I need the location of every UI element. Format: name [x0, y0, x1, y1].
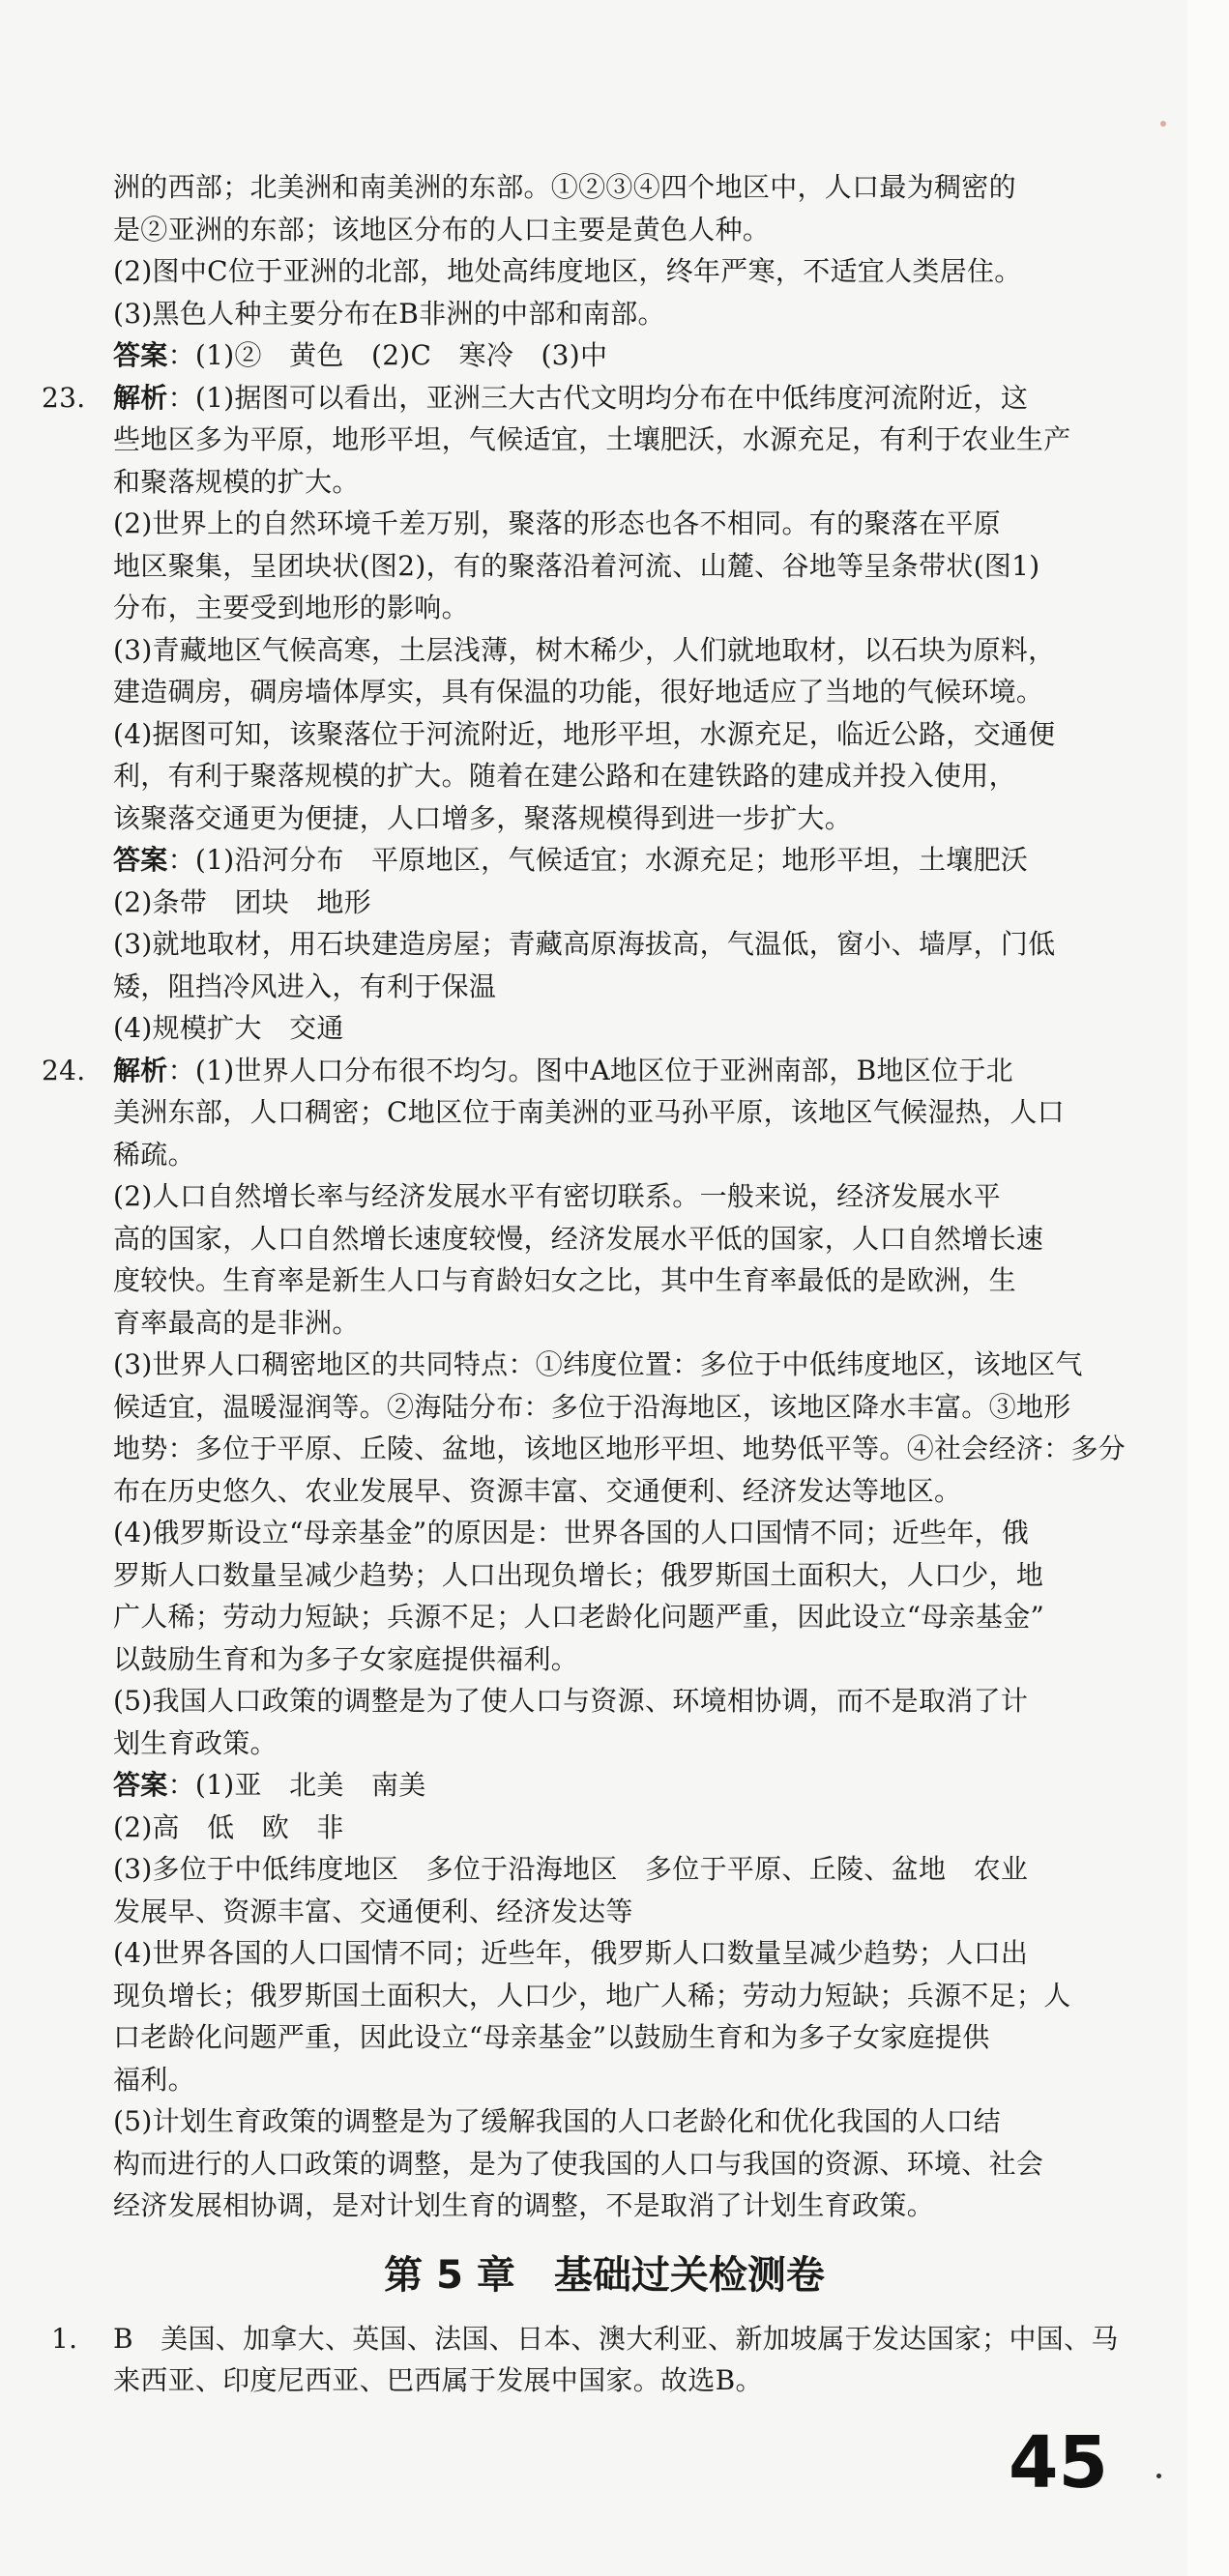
answer-label: 答案: [113, 339, 168, 371]
analysis-text: ：(1)据图可以看出，亚洲三大古代文明均分布在中低纬度河流附近，这: [167, 381, 1029, 414]
q22-line: (2)图中C位于亚洲的北部，地处高纬度地区，终年严寒，不适宜人类居住。: [113, 255, 1022, 287]
analysis-line: 布在历史悠久、农业发展早、资源丰富、交通便利、经济发达等地区。: [113, 1474, 962, 1507]
answer-line: 构而进行的人口政策的调整，是为了使我国的人口与我国的资源、环境、社会: [113, 2147, 1044, 2180]
analysis-line: (3)世界人口稠密地区的共同特点：①纬度位置：多位于中低纬度地区，该地区气: [113, 1348, 1083, 1380]
answer-text: ：(1)沿河分布 平原地区，气候适宜；水源充足；地形平坦，土壤肥沃: [167, 844, 1029, 876]
answer-label: 答案: [113, 1769, 168, 1801]
analysis-line: (2)世界上的自然环境千差万别，聚落的形态也各不相同。有的聚落在平原: [113, 507, 1001, 539]
chapter-heading: [92, 2237, 1117, 2314]
analysis-label: 解析: [113, 381, 168, 414]
answer-line: (5)计划生育政策的调整是为了缓解我国的人口老龄化和优化我国的人口结: [113, 2105, 1001, 2137]
analysis-line: 利，有利于聚落规模的扩大。随着在建公路和在建铁路的建成并投入使用，: [113, 760, 1016, 792]
answer-line: 矮，阻挡冷风进入，有利于保温: [113, 970, 497, 1002]
page-edge: [1187, 0, 1229, 2576]
analysis-label: 解析: [113, 1054, 168, 1086]
analysis-line: 该聚落交通更为便捷，人口增多，聚落规模得到进一步扩大。: [113, 801, 853, 834]
answer-line: 福利。: [113, 2063, 195, 2096]
q24-analysis-first-line: [42, 1050, 1117, 1092]
answer-line: 口老龄化问题严重，因此设立“母亲基金”以鼓励生育和为多子女家庭提供: [113, 2021, 990, 2053]
question-24: [42, 1050, 1127, 2227]
page-content: [42, 166, 1127, 2402]
answer-line: (3)多位于中低纬度地区 多位于沿海地区 多位于平原、丘陵、盆地 农业: [113, 1853, 1029, 1885]
analysis-line: 育率最高的是非洲。: [113, 1306, 360, 1339]
q22-answer: [92, 334, 1117, 377]
analysis-line: 稀疏。: [113, 1138, 195, 1171]
chapter-number: 第 5 章: [384, 2252, 515, 2298]
q23-answer-first-line: [92, 839, 1117, 882]
analysis-line: 划生育政策。: [113, 1726, 278, 1759]
analysis-line: 候适宜，温暖湿润等。②海陆分布：多位于沿海地区，该地区降水丰富。③地形: [113, 1390, 1071, 1423]
analysis-line: (4)据图可知，该聚落位于河流附近，地形平坦，水源充足，临近公路，交通便: [113, 717, 1056, 750]
analysis-line: 些地区多为平原，地形平坦，气候适宜，土壤肥沃，水源充足，有利于农业生产: [113, 423, 1071, 455]
question-number: 24.: [42, 1054, 86, 1086]
ink-mark: [1160, 121, 1166, 127]
question-number: 1.: [51, 2322, 78, 2355]
analysis-line: 分布，主要受到地形的影响。: [113, 592, 469, 623]
q22-line: 是②亚洲的东部；该地区分布的人口主要是黄色人种。: [113, 213, 771, 246]
analysis-line: 地势：多位于平原、丘陵、盆地，该地区地形平坦、地势低平等。④社会经济：多分: [113, 1433, 1127, 1464]
answer-line: 经济发展相协调，是对计划生育的调整，不是取消了计划生育政策。: [113, 2189, 935, 2221]
q22-line: (3)黑色人种主要分布在B非洲的中部和南部。: [113, 297, 665, 330]
analysis-line: 和聚落规模的扩大。: [113, 465, 360, 498]
analysis-line: (4)俄罗斯设立“母亲基金”的原因是：世界各国的人口国情不同；近些年，俄: [113, 1517, 1030, 1548]
analysis-line: (2)人口自然增长率与经济发展水平有密切联系。一般来说，经济发展水平: [113, 1180, 1001, 1212]
answer-line: (3)就地取材，用石块建造房屋；青藏高原海拔高，气温低，窗小、墙厚，门低: [113, 928, 1056, 960]
answer-line: (4)世界各国的人口国情不同；近些年，俄罗斯人口数量呈减少趋势；人口出: [113, 1937, 1029, 1969]
analysis-line: 建造碉房，碉房墙体厚实，具有保温的功能，很好地适应了当地的气候环境。: [113, 676, 1044, 708]
q1-line: 来西亚、印度尼西亚、巴西属于发展中国家。故选B。: [113, 2364, 763, 2396]
q22-line: 洲的西部；北美洲和南美洲的东部。①②③④四个地区中，人口最为稠密的: [113, 171, 1016, 203]
analysis-line: 广人稀；劳动力短缺；兵源不足；人口老龄化问题严重，因此设立“母亲基金”: [113, 1601, 1045, 1633]
analysis-line: 以鼓励生育和为多子女家庭提供福利。: [113, 1642, 579, 1675]
page-dot: [1156, 2474, 1161, 2478]
q24-answer-first-line: [92, 1764, 1117, 1807]
q1-text: B 美国、加拿大、英国、法国、日本、澳大利亚、新加坡属于发达国家；中国、马: [113, 2322, 1119, 2355]
question-23: [42, 377, 1117, 1050]
page-number: 45: [1009, 2421, 1108, 2504]
analysis-line: 度较快。生育率是新生人口与育龄妇女之比，其中生育率最低的是欧洲，生: [113, 1264, 1016, 1296]
answer-line: (2)高 低 欧 非: [113, 1810, 344, 1843]
analysis-line: (3)青藏地区气候高寒，土层浅薄，树木稀少，人们就地取材，以石块为原料，: [113, 633, 1056, 666]
analysis-line: 罗斯人口数量呈减少趋势；人口出现负增长；俄罗斯国土面积大，人口少，地: [113, 1558, 1044, 1591]
analysis-line: (5)我国人口政策的调整是为了使人口与资源、环境相协调，而不是取消了计: [113, 1685, 1029, 1717]
q1-first-line: [51, 2318, 1119, 2360]
answer-line: 现负增长；俄罗斯国土面积大，人口少，地广人稀；劳动力短缺；兵源不足；人: [113, 1979, 1071, 2012]
q23-analysis-first-line: [42, 377, 1117, 420]
answer-label: 答案: [113, 844, 168, 876]
chapter-title: 基础过关检测卷: [553, 2252, 825, 2298]
analysis-line: 高的国家，人口自然增长速度较慢，经济发展水平低的国家，人口自然增长速: [113, 1222, 1044, 1255]
answer-line: 发展早、资源丰富、交通便利、经济发达等: [113, 1895, 633, 1927]
question-1: [51, 2318, 1119, 2402]
answer-line: (4)规模扩大 交通: [113, 1012, 344, 1044]
analysis-line: 美洲东部，人口稠密；C地区位于南美洲的亚马孙平原，该地区气候湿热，人口: [113, 1096, 1065, 1128]
question-22-continued: [92, 166, 1117, 377]
analysis-text: ：(1)世界人口分布很不均匀。图中A地区位于亚洲南部，B地区位于北: [167, 1054, 1013, 1086]
answer-text: ：(1)亚 北美 南美: [167, 1769, 426, 1801]
question-number: 23.: [42, 381, 86, 414]
analysis-line: 地区聚集，呈团块状(图2)，有的聚落沿着河流、山麓、谷地等呈条带状(图1): [113, 549, 1040, 582]
answer-text: ：(1)② 黄色 (2)C 寒冷 (3)中: [167, 339, 608, 371]
answer-line: (2)条带 团块 地形: [113, 885, 371, 918]
